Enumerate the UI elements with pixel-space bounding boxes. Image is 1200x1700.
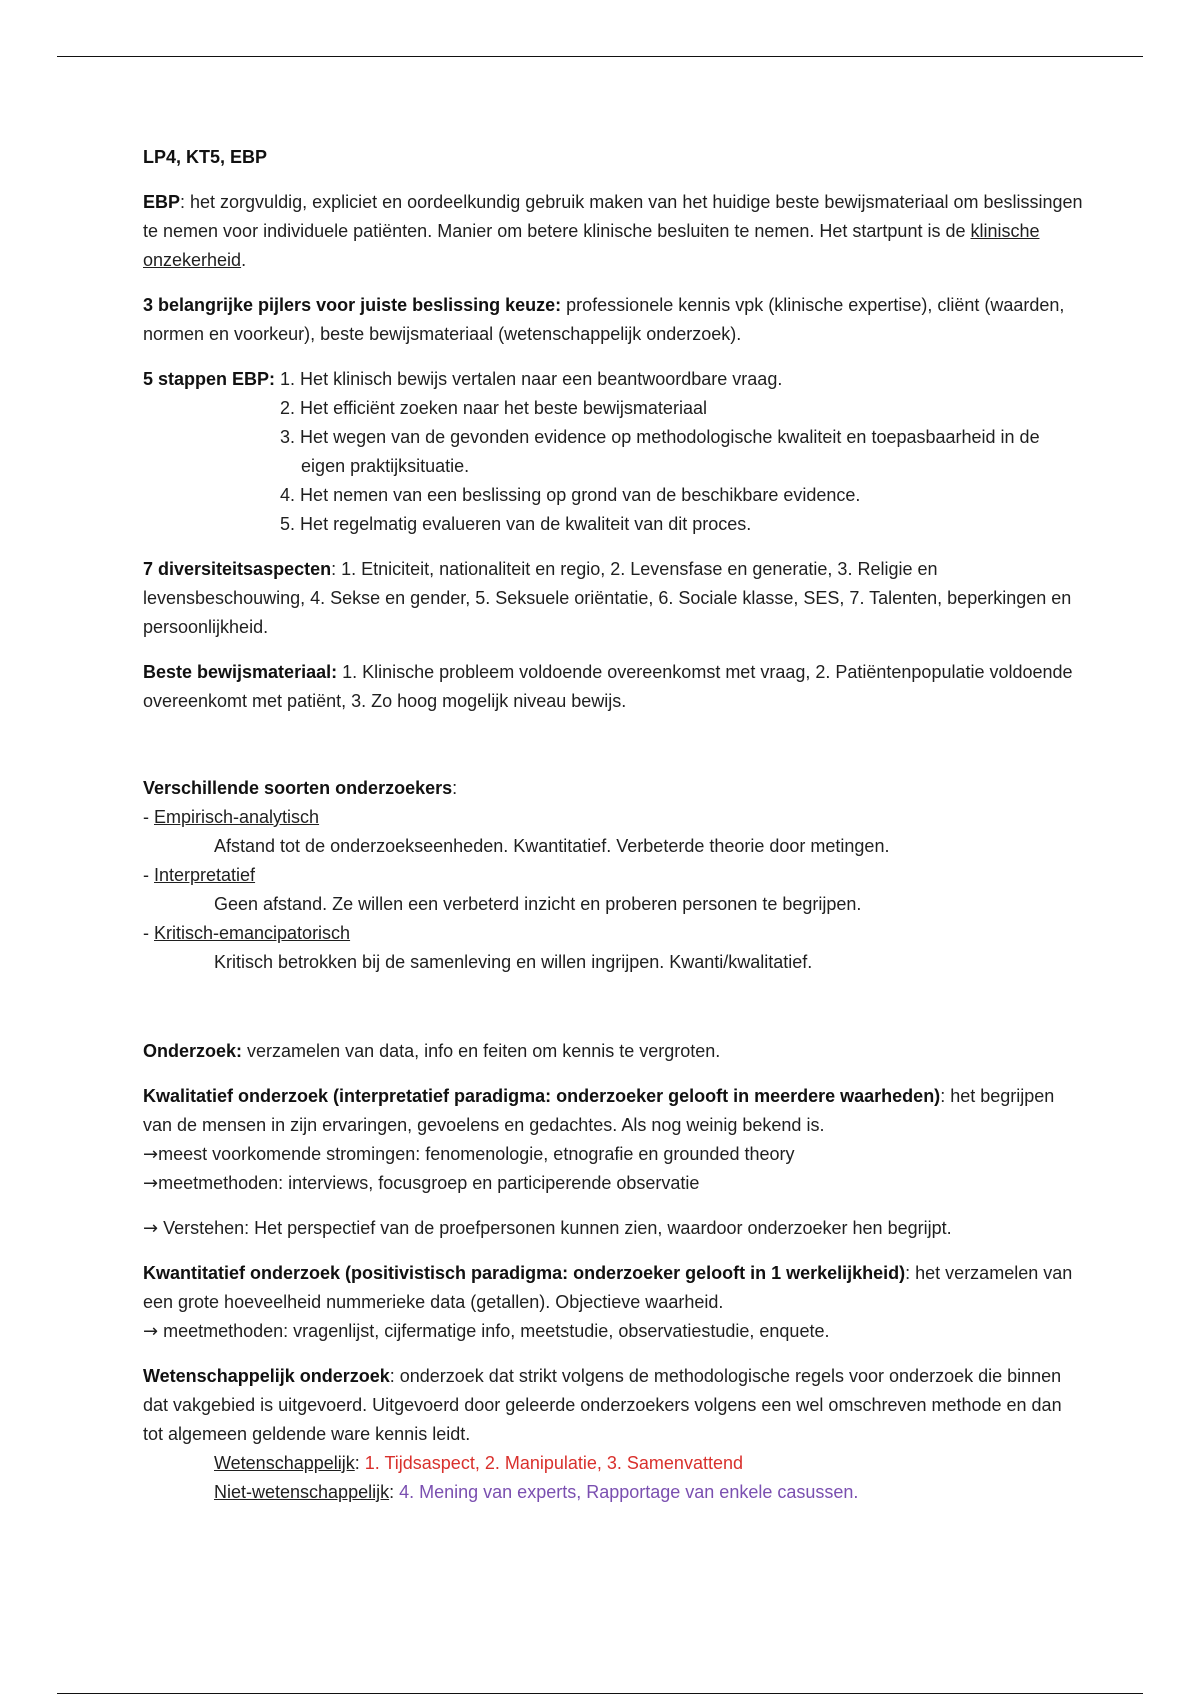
verstehen-paragraph: → Verstehen: Het perspectief van de proefpersonen kunnen zien, waardoor onderzoeker hen begrijpt. [143, 1218, 952, 1239]
wetenschappelijk-paragraph: Wetenschappelijk onderzoek: onderzoek dat strikt volgens de methodologische regels voor onderzoek die binnen dat vakgebied is uitgevoerd. Uitgevoerd door geleerde onderzoekers volgens een wel omschreven methode en dan tot algemeen geldende ware kennis leidt. Wetenschappelijk: 1. Tijdsaspect, 2. Manipulatie, 3. Samenvattend Niet-wetenschappelijk: 4. Mening van experts, Rapportage van enkele casussen. [143, 1366, 1062, 1502]
list-item: 5. Het regelmatig evalueren van de kwaliteit van dit proces. [280, 514, 752, 534]
kwantitatief-paragraph: Kwantitatief onderzoek (positivistisch paradigma: onderzoeker gelooft in 1 werkelijkheid): het verzamelen van een grote hoeveelheid nummerieke data (getallen). Objectieve waarheid. → meetmethoden: vragenlijst, cijfermatige info, meetstudie, observatiestudie, enquete. [143, 1263, 1073, 1342]
kwalitatief-paragraph: Kwalitatief onderzoek (interpretatief paradigma: onderzoeker gelooft in meerdere waarheden): het begrijpen van de mensen in zijn ervaringen, gevoelens en gedachtes. Als nog weinig bekend is. →meest voorkomende stromingen: fenomenologie, etnografie en grounded theory →meetmethoden: interviews, focusgroep en participerende observatie [143, 1086, 1055, 1194]
arrow-icon: → [143, 1218, 159, 1239]
footer-rule [57, 1693, 1143, 1694]
header-rule [57, 56, 1143, 57]
page-title: LP4, KT5, EBP [143, 147, 268, 167]
stappen-list: 5 stappen EBP: 1. Het klinisch bewijs vertalen naar een beantwoordbare vraag. 2. Het efficiënt zoeken naar het beste bewijsmateriaal 3. Het wegen van de gevonden evidence op methodologische kwaliteit en toepasbaarheid in de eigen praktijksituatie. 4. Het nemen van een beslissing op grond van de beschikbare evidence. 5. Het regelmatig evalueren van de kwaliteit van dit proces. [143, 365, 1083, 539]
list-item: 1. Het klinisch bewijs vertalen naar een beantwoordbare vraag. [280, 369, 783, 389]
pijlers-paragraph: 3 belangrijke pijlers voor juiste beslissing keuze: professionele kennis vpk (klinische expertise), cliënt (waarden, normen en voorkeur), beste bewijsmateriaal (wetenschappelijk onderzoek). [143, 295, 1065, 344]
arrow-icon: → [143, 1321, 159, 1342]
term: EBP [143, 192, 181, 212]
diversiteit-paragraph: 7 diversiteitsaspecten: 1. Etniciteit, nationaliteit en regio, 2. Levensfase en generatie, 3. Religie en levensbeschouwing, 4. Sekse en gender, 5. Seksuele oriëntatie, 6. Sociale klasse, SES, 7. Talenten, beperkingen en persoonlijkheid. [143, 559, 1072, 637]
list-item: - Kritisch-emancipatorisch [143, 923, 351, 943]
ebp-definition: EBP: het zorgvuldig, expliciet en oordeelkundig gebruik maken van het huidige beste bewijsmateriaal om beslissingen te nemen voor individuele patiënten. Manier om betere klinische besluiten te nemen. Het startpunt is de klinische onzekerheid. [143, 192, 1083, 270]
list-item: 4. Het nemen van een beslissing op grond van de beschikbare evidence. [280, 485, 861, 505]
underlined-term: klinische onzekerheid [143, 221, 1040, 270]
onderzoek-definition: Onderzoek: verzamelen van data, info en feiten om kennis te vergroten. [143, 1041, 721, 1061]
arrow-icon: → [143, 1144, 159, 1165]
list-item: - Interpretatief [143, 865, 256, 885]
bewijs-paragraph: Beste bewijsmateriaal: 1. Klinische probleem voldoende overeenkomst met vraag, 2. Patiëntenpopulatie voldoende overeenkomt met patiënt, 3. Zo hoog mogelijk niveau bewijs. [143, 662, 1073, 711]
list-item: 2. Het efficiënt zoeken naar het beste bewijsmateriaal [280, 398, 707, 418]
list-item: 3. Het wegen van de gevonden evidence op methodologische kwaliteit en toepasbaarheid in de eigen praktijksituatie. [280, 427, 1040, 476]
document-body [143, 143, 1083, 1523]
onderzoekers-section: Verschillende soorten onderzoekers: - Empirisch-analytisch Afstand tot de onderzoekseenheden. Kwantitatief. Verbeterde theorie door metingen. - Interpretatief Geen afstand. Ze willen een verbeterd inzicht en proberen personen te begrijpen. - Kritisch-emancipatorisch Kritisch betrokken bij de samenleving en willen ingrijpen. Kwanti/kwalitatief. [143, 774, 1083, 977]
list-item: - Empirisch-analytisch [143, 807, 320, 827]
arrow-icon: → [143, 1173, 159, 1194]
